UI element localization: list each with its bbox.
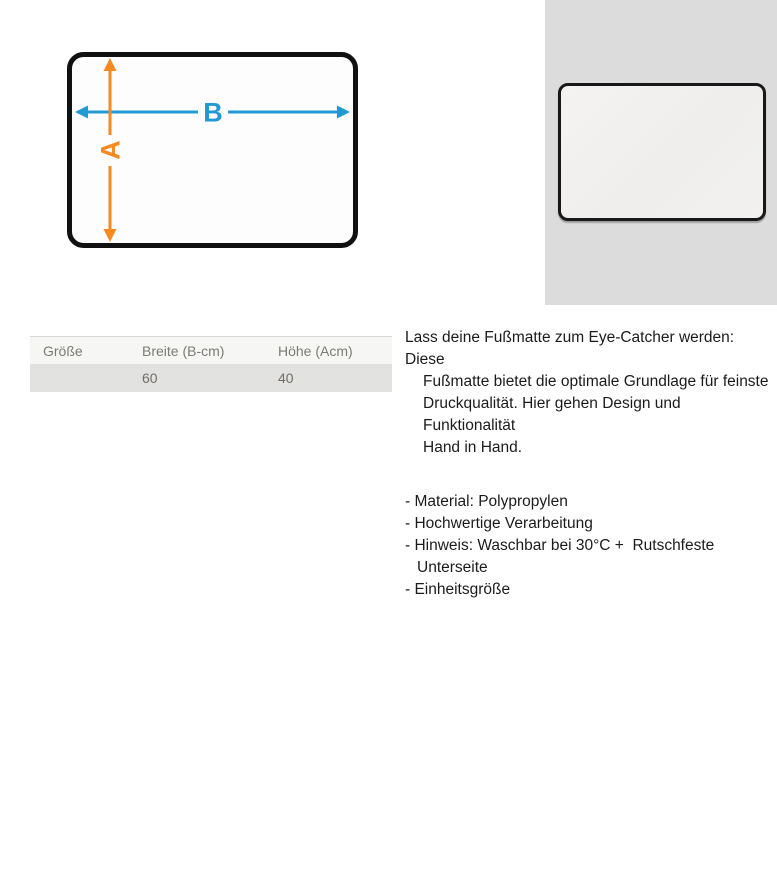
height-label: A (95, 140, 126, 160)
size-table-row (30, 364, 392, 392)
paragraph-line: Fußmatte bietet die optimale Grundlage für feinste (423, 373, 769, 390)
feature-item: - Einheitsgröße (405, 581, 511, 598)
feature-item: - Hinweis: Waschbar bei 30°C + Rutschfeste (405, 537, 715, 554)
column-header-hoehe: Höhe (Acm) (278, 342, 353, 359)
column-header-groesse: Größe (43, 342, 83, 359)
paragraph-line: Druckqualität. Hier gehen Design und Funktionalität (423, 395, 685, 434)
paragraph-line: Lass deine Fußmatte zum Eye-Catcher werden: Diese (405, 329, 739, 368)
width-label: B (203, 97, 223, 128)
feature-item: - Material: Polypropylen (405, 493, 568, 510)
size-cell-breite: 60 (142, 370, 158, 386)
doormat-image (558, 83, 766, 221)
size-table-header-row (30, 337, 392, 364)
size-cell-hoehe: 40 (278, 370, 294, 386)
description-paragraph (405, 327, 770, 459)
dimension-diagram (60, 45, 360, 255)
product-image-panel (545, 0, 777, 305)
column-header-breite: Breite (B-cm) (142, 342, 225, 359)
feature-list (405, 491, 770, 601)
size-table (30, 336, 392, 392)
product-description (405, 327, 770, 601)
feature-item-continuation: Unterseite (417, 559, 488, 576)
feature-item: - Hochwertige Verarbeitung (405, 515, 593, 532)
paragraph-line: Hand in Hand. (423, 439, 523, 456)
